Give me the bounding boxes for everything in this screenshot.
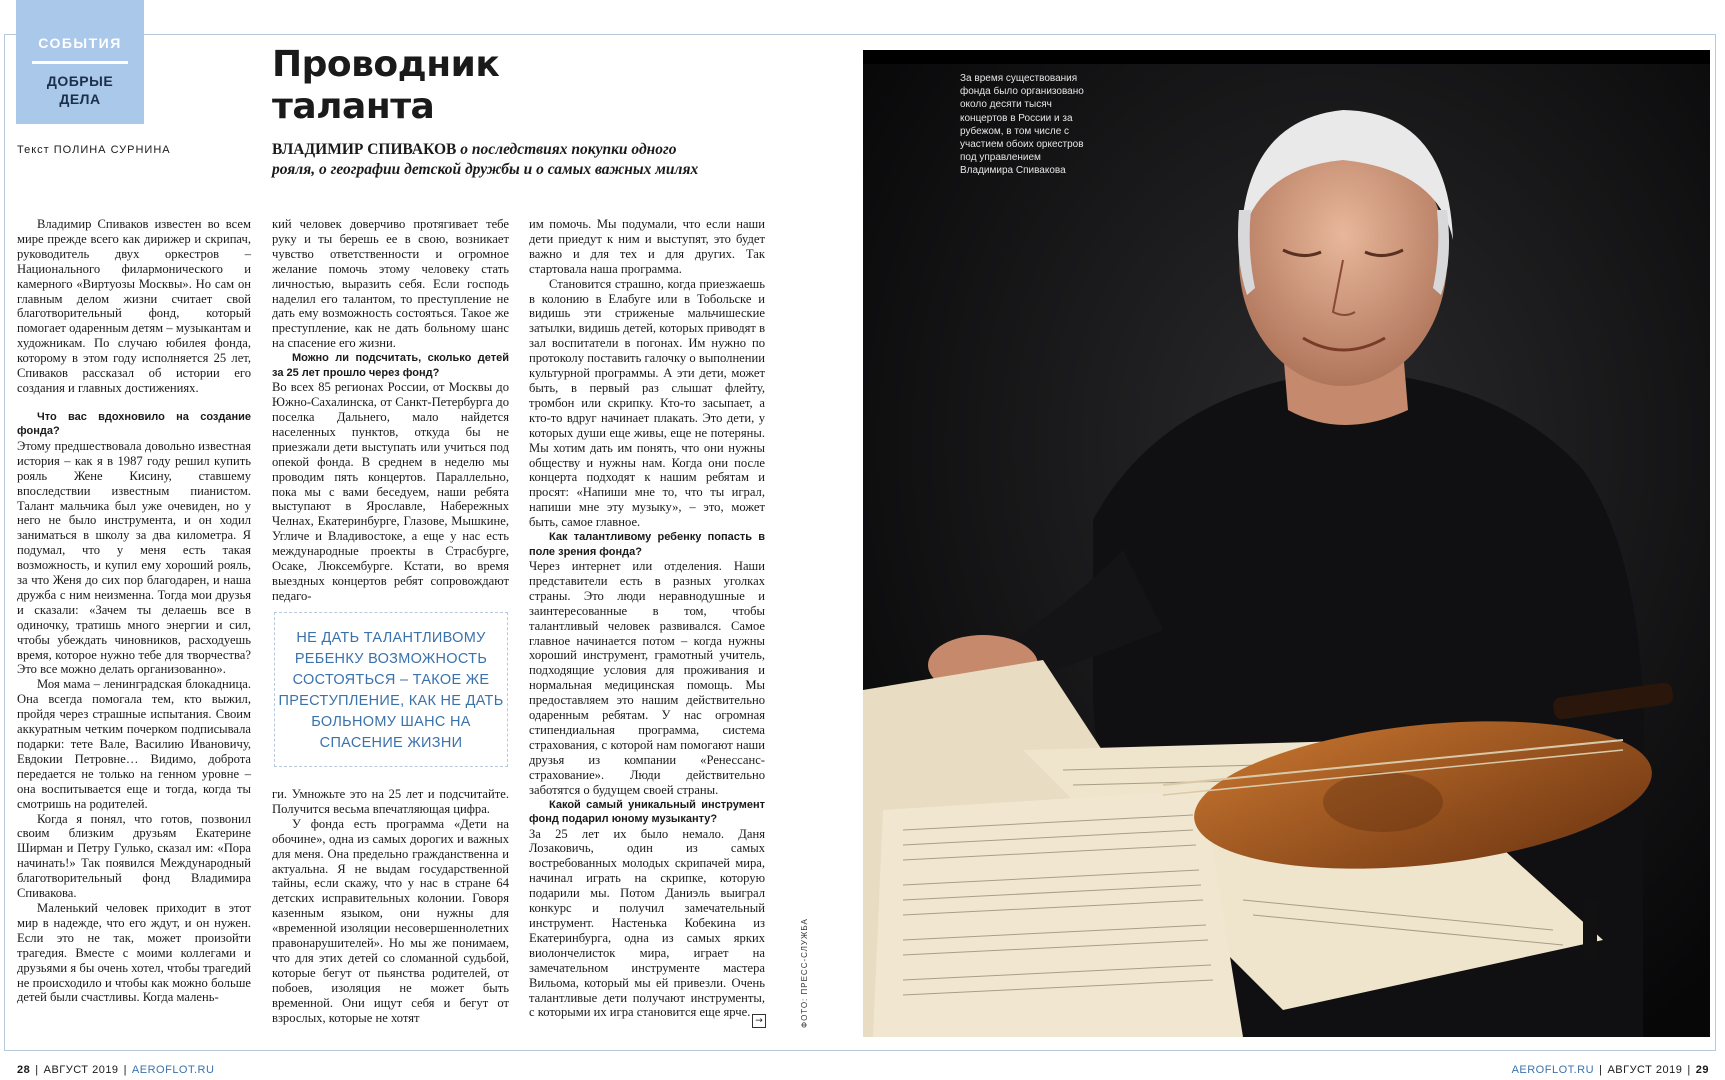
paragraph: Во всех 85 регионах России, от Москвы до Южно-Сахалинска, от Санкт-Петербурга до поселка Дальнего, мало найдется населенных пунктов, откуда бы не приезжали дети выступать или учиться под опекой фонда. В среднем в неделю мы проводим пять концертов. Параллельно, пока мы с вами беседуем, наши ребята выступают в Ярославле, Набережных Челнах, Екатеринбурге, Глазове, Мышкине, Угличе и Владивостоке, а еще у нас есть международные проекты в Страсбурге, Осаке, Люксембурге. Кстати, во время выездных концертов ребят сопровождают педаго-	[272, 380, 509, 603]
section-tab	[16, 0, 144, 124]
text-column-2-top	[272, 217, 509, 604]
paragraph: Владимир Спиваков известен во всем мире прежде всего как дирижер и скрипач, руководитель двух оркестров – Национального филармонического и камерного «Виртуозы Москвы». Но сам он главным делом жизни считает свой благотворительный фонд, который помогает одаренным детям – музыкантам и художникам. По случаю юбилея фонда, которому в этом году исполняется 25 лет, Спиваков рассказал об истории его создания и главных достижениях.	[17, 217, 251, 395]
interview-question: Как талантливому ребенку попасть в поле зрения фонда?	[529, 531, 765, 558]
text-column-3	[529, 217, 765, 1020]
photo-caption: За время существования фонда было организовано около десяти тысяч концертов в России и за рубежом, в том числе с участием обоих оркестров под управлением Владимира Спивакова	[960, 73, 1084, 177]
section-divider	[32, 61, 128, 64]
paragraph: Этому предшествовала довольно известная история – как я в 1987 году решил купить рояль Жене Кисину, ставшему впоследствии известным пианистом. Талант мальчика был уже очевиден, но у него не было инструмента, и он ходил заниматься в школу за два километра. Я подумал, что у меня есть такая возможность, и купил ему хороший рояль, за что Женя до сих пор благодарен, и наша дружба с ним неизменна. Тогда мои друзья и сказали: «Зачем ты делаешь все в одиночку, тратишь много энергии и сил, чтобы убеждать чиновников, расходуешь время, которое нужно тебе для творчества? Это все можно делать организованно».	[17, 438, 251, 677]
photo-illustration	[863, 50, 1710, 1037]
paragraph: Через интернет или отделения. Наши представители есть в разных уголках страны. Это люди неравнодушные и заинтересованные в том, чтобы талантливый человек развивался. Самое главное начинается потом – когда нужны хороший инструмент, грамотный учитель, подходящие условия для проживания и нормальная медицинская помощь. Мы предоставляем это нашим действительно одаренным ребятам. У нас огромная стипендиальная программа, система страхования, с которой нам помогают наши друзья из компании «Ренессанс-страхование». Люди действительно заботятся о будущем своей страны.	[529, 559, 765, 797]
paragraph: им помочь. Мы подумали, что если наши дети приедут к ним и выступят, это будет важно и для тех и для других. Так стартовала наша программа.	[529, 217, 765, 276]
continue-arrow-icon: →	[752, 1014, 766, 1028]
headline-line2: таланта	[272, 86, 435, 127]
site-link-left[interactable]: AEROFLOT.RU	[131, 1064, 215, 1076]
site-link-right[interactable]: AEROFLOT.RU	[1511, 1064, 1595, 1076]
byline	[17, 144, 171, 156]
page-number-left: 28	[17, 1064, 31, 1076]
lead-rest1: о последствиях покупки одного	[456, 141, 677, 158]
interview-question: Можно ли подсчитать, сколько детей за 25 лет прошло через фонд?	[272, 352, 509, 379]
footer-left: 28 | АВГУСТ 2019 | AEROFLOT.RU	[17, 1064, 215, 1076]
portrait-photo	[863, 50, 1710, 1037]
lead-name: ВЛАДИМИР СПИВАКОВ	[272, 141, 457, 158]
headline	[272, 44, 499, 128]
paragraph: ги. Умножьте это на 25 лет и подсчитайте. Получится весьма впечатляющая цифра.	[272, 787, 509, 816]
interview-question: Что вас вдохновило на создание фонда?	[17, 410, 251, 438]
photo-credit: ФОТО: ПРЕСС-СЛУЖБА	[800, 918, 809, 1028]
pull-quote: НЕ ДАТЬ ТАЛАНТЛИВОМУ РЕБЕНКУ ВОЗМОЖНОСТЬ СОСТОЯТЬСЯ – ТАКОЕ ЖЕ ПРЕСТУПЛЕНИЕ, КАК НЕ ДАТЬ БОЛЬНОМУ ШАНС НА СПАСЕНИЕ ЖИЗНИ	[274, 612, 508, 767]
paragraph: Маленький человек приходит в этот мир в надежде, что его ждут, и он нужен. Если это не так, может произойти трагедия. Вместе с моими коллегами и друзьями я бы очень хотел, чтобы трагедий не происходило и чтобы как можно больше детей были счастливы. Когда малень-	[17, 900, 251, 1005]
section-name: СОБЫТИЯ	[38, 35, 122, 51]
paragraph: Когда я понял, что готов, позвонил своим близким друзьям Екатерине Ширман и Петру Гулько, сказал им: «Пора начинать!» Так появился Международный благотворительный фонд Владимира Спивакова.	[17, 811, 251, 901]
page-number-right: 29	[1695, 1064, 1709, 1076]
paragraph: Становится страшно, когда приезжаешь в колонию в Елабуге или в Тобольске и видишь эти стриженые мальчишеские затылки, видишь детей, которых приводят в зал воспитатели в погонах. Им нужно по протоколу поставить галочку о выполнении культурной программы. А эти дети, может быть, в первый раз слышат флейту, тромбон или скрипку. Кто-то засыпает, а кто-то вдруг начинает плакать. Это дети, у которых души еще живы, еще не потеряны. Мы хотим дать им понять, что они нужны обществу и нужны нам. Когда они после концерта подходят к нашим ребятам и просят: «Напиши мне то, что ты играл, напиши мне эту музыку», – это, может быть, самое главное.	[529, 276, 766, 530]
paragraph: Моя мама – ленинградская блокадница. Она всегда помогала тем, кто выжил, пройдя через страшные испытания. Своим аккуратным четким почерком подписывала подарки: тете Вале, Василию Ивановичу, Евдокии Петровне… Видимо, доброта передается не только на генном уровне – она воспитывается еще и тогда, когда ты смотришь на родителей.	[17, 677, 251, 811]
issue-date-right: АВГУСТ 2019	[1607, 1064, 1683, 1076]
paragraph: У фонда есть программа «Дети на обочине», одна из самых дорогих и важных для меня. Она предельно гражданственна и актуальна. Я не выдам государственной тайны, если скажу, что у нас в стране 64 детских исправительных колонии. Говоря казенным языком, они нужны для «временной изоляции несовершеннолетних правонарушителей». Но мы же понимаем, что для этих детей со сломанной судьбой, которые бегут от пьянства родителей, от побоев, изоляция не может быть временной. Они ищут себя и бегут от взрослых, которые не хотят	[272, 816, 509, 1025]
issue-date-left: АВГУСТ 2019	[43, 1064, 119, 1076]
subsection-line1: ДОБРЫЕ	[46, 73, 114, 89]
headline-line1: Проводник	[272, 44, 500, 85]
interview-question: Какой самый уникальный инструмент фонд подарил юному музыканту?	[529, 798, 765, 826]
text-column-1	[17, 217, 251, 1005]
byline-author: ПОЛИНА СУРНИНА	[53, 144, 171, 156]
lead-paragraph	[272, 140, 782, 180]
subsection-line2: ДЕЛА	[59, 91, 101, 107]
paragraph: кий человек доверчиво протягивает тебе руку и ты берешь ее в свою, возникает чувство ответственности и огромное желание помочь этому человеку стать личностью, выразить себя. Если господь наделил его талантом, то преступление не дать ему возможность состояться. Такое же преступление, как не дать больному шанс на спасение его жизни.	[272, 217, 509, 351]
lead-rest2: рояля, о географии детской дружбы и о самых важных милях	[272, 161, 699, 178]
paragraph: За 25 лет их было немало. Даня Лозаковичь, один из самых востребованных молодых скрипачей мира, начинал играть на скрипке, которую подарили мы. Потом Даниэль выиграл конкурс и получил замечательный инструмент. Настенька Кобекина из Екатеринбурга, одна из самых ярких виолончелисток мира, играет на замечательном инструменте мастера Вильома, который мы ей привезли. Очень талантливые дети получают инструменты, с которыми их игра становится еще ярче.	[529, 826, 765, 1020]
text-column-2-bottom	[272, 787, 509, 1026]
byline-label: Текст	[17, 144, 50, 156]
footer-right: AEROFLOT.RU | АВГУСТ 2019 | 29	[1511, 1064, 1709, 1076]
